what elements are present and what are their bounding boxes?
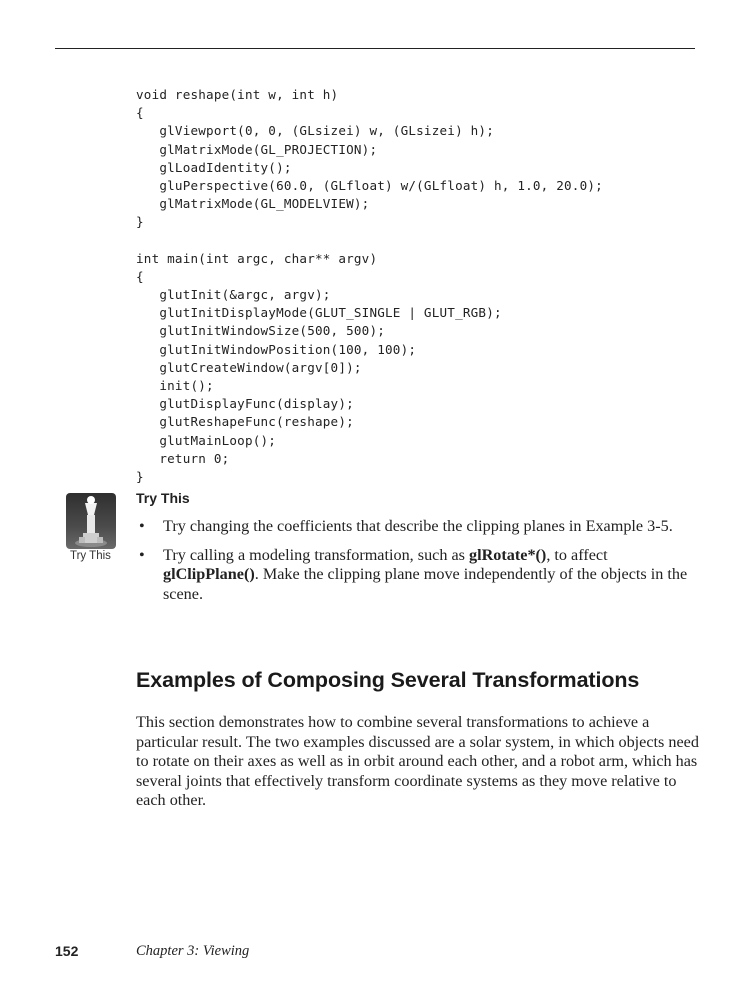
bullet-text-part: Try calling a modeling transformation, such as bbox=[163, 546, 470, 565]
function-name: glRotate*() bbox=[469, 546, 547, 565]
code-line: glMatrixMode(GL_PROJECTION); bbox=[136, 141, 378, 157]
code-line: glViewport(0, 0, (GLsizei) w, (GLsizei) h); bbox=[136, 123, 494, 139]
try-this-list bbox=[136, 517, 696, 614]
try-this-icon-label: Try This bbox=[70, 550, 111, 562]
bullet-text bbox=[163, 546, 687, 602]
bullet-text-part: , to affect bbox=[546, 546, 608, 565]
bullet-text: Try changing the coefficients that describe the clipping planes in Example 3-5. bbox=[163, 517, 673, 535]
section-paragraph: This section demonstrates how to combine several transformations to achieve a particular result. The two examples discussed are a solar system, in which objects need to rotate on their axes as well as in orbit around each other, and a robot arm, which has several joints that effectively transform coordinate systems as they move relative to each other. bbox=[136, 713, 699, 810]
code-line: } bbox=[136, 468, 144, 484]
function-name: glClipPlane() bbox=[163, 565, 255, 584]
code-line: gluPerspective(60.0, (GLfloat) w/(GLfloat) h, 1.0, 20.0); bbox=[136, 177, 603, 193]
code-listing bbox=[136, 86, 603, 486]
code-line: glutInitWindowPosition(100, 100); bbox=[136, 341, 417, 357]
bullet-symbol: • bbox=[139, 517, 145, 535]
bullet-symbol: • bbox=[139, 546, 145, 565]
code-line: return 0; bbox=[136, 450, 230, 466]
code-line: } bbox=[136, 214, 144, 230]
code-line: init(); bbox=[136, 378, 214, 393]
code-line: glMatrixMode(GL_MODELVIEW); bbox=[136, 196, 370, 212]
code-line: { bbox=[136, 105, 144, 121]
code-line: glutMainLoop(); bbox=[136, 432, 277, 448]
list-item bbox=[136, 546, 696, 604]
code-line: glutDisplayFunc(display); bbox=[136, 396, 354, 412]
page-number: 152 bbox=[55, 943, 79, 959]
try-this-icon bbox=[66, 493, 116, 549]
code-line: glutInitWindowSize(500, 500); bbox=[136, 323, 386, 339]
code-line: glutReshapeFunc(reshape); bbox=[136, 414, 354, 430]
header-rule bbox=[55, 48, 695, 49]
code-line: void reshape(int w, int h) bbox=[136, 87, 339, 102]
try-this-heading: Try This bbox=[136, 490, 190, 506]
chapter-title: Chapter 3: Viewing bbox=[136, 943, 250, 959]
list-item bbox=[136, 517, 696, 536]
code-line: { bbox=[136, 268, 144, 284]
code-line: glutCreateWindow(argv[0]); bbox=[136, 359, 362, 375]
code-line: glLoadIdentity(); bbox=[136, 159, 292, 175]
section-heading: Examples of Composing Several Transformations bbox=[136, 668, 640, 692]
code-line: glutInitDisplayMode(GLUT_SINGLE | GLUT_RGB); bbox=[136, 305, 502, 321]
code-line: glutInit(&argc, argv); bbox=[136, 287, 331, 303]
code-line: int main(int argc, char** argv) bbox=[136, 250, 378, 266]
code-line bbox=[136, 232, 603, 250]
bullet-text-part: . Make the clipping plane move independently of the objects in the scene. bbox=[163, 565, 688, 603]
